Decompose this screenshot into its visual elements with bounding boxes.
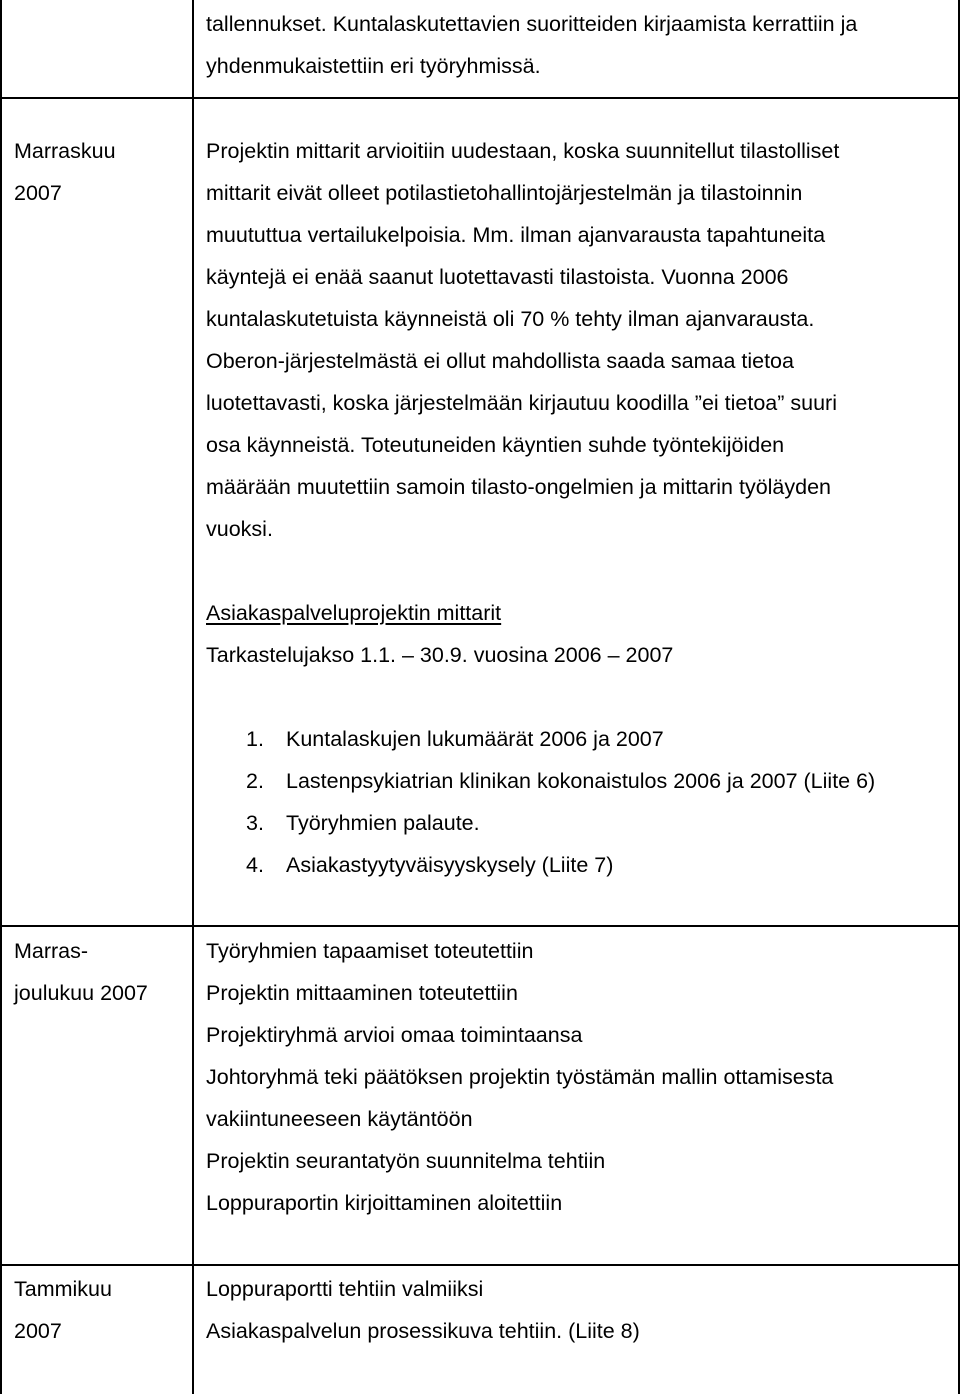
date-line: Tammikuu [14,1277,112,1301]
list-number: 4. [246,853,264,877]
list-item [246,718,951,760]
text-line: mittarit eivät olleet potilastietohallintojärjestelmän ja tilastoinnin [206,181,803,205]
text-line: yhdenmukaistettiin eri työryhmissä. [206,54,541,78]
text-line: Loppuraportti tehtiin valmiiksi [206,1277,484,1301]
text-line: kuntalaskutetuista käynneistä oli 70 % tehty ilman ajanvarausta. [206,307,815,331]
text-line: osa käynneistä. Toteutuneiden käyntien suhde työntekijöiden [206,433,785,457]
list-text: Kuntalaskujen lukumäärät 2006 ja 2007 [286,727,664,751]
text-line: Projektiryhmä arvioi omaa toimintaansa [206,1023,583,1047]
table-row-divider [0,925,960,927]
text-line: Oberon-järjestelmästä ei ollut mahdollista saada samaa tietoa [206,349,794,373]
list-number: 2. [246,769,264,793]
table-column-divider [192,0,194,1394]
text-line: vuoksi. [206,517,273,541]
date-line: joulukuu 2007 [14,981,148,1005]
list-item [246,760,951,802]
text-line: tallennukset. Kuntalaskutettavien suoritteiden kirjaamista kerrattiin ja [206,12,858,36]
list-text: Työryhmien palaute. [286,811,480,835]
list-item [246,844,951,886]
text-line: muututtua vertailukelpoisia. Mm. ilman ajanvarausta tapahtuneita [206,223,826,247]
list-text: Lastenpsykiatrian klinikan kokonaistulos 2006 ja 2007 (Liite 6) [286,769,876,793]
text-line: Asiakaspalvelun prosessikuva tehtiin. (Liite 8) [206,1319,640,1343]
text-line: Työryhmien tapaamiset toteutettiin [206,939,534,963]
section-heading [206,592,951,634]
list-item [246,802,951,844]
metrics-list [246,718,951,886]
description-cell [206,1268,951,1352]
text-line: vakiintuneeseen käytäntöön [206,1107,473,1131]
date-line: Marraskuu [14,139,116,163]
text-line: luotettavasti, koska järjestelmään kirjautuu koodilla ”ei tietoa” suuri [206,391,837,415]
section-period: Tarkastelujakso 1.1. – 30.9. vuosina 2006 – 2007 [206,643,674,667]
text-line: käyntejä ei enää saanut luotettavasti tilastoista. Vuonna 2006 [206,265,789,289]
date-cell [14,930,184,1014]
table-border-left [0,0,2,1394]
list-text: Asiakastyytyväisyyskysely (Liite 7) [286,853,614,877]
date-line: Marras- [14,939,89,963]
text-line: Projektin seurantatyön suunnitelma tehtiin [206,1149,606,1173]
table-row-divider [0,1264,960,1266]
date-line: 2007 [14,181,62,205]
description-cell [206,3,951,87]
date-cell [14,1268,184,1352]
description-cell [206,930,951,1224]
text-line: Johtoryhmä teki päätöksen projektin työstämän mallin ottamisesta [206,1065,834,1089]
text-line: Projektin mittaaminen toteutettiin [206,981,518,1005]
text-line: Loppuraportin kirjoittaminen aloitettiin [206,1191,563,1215]
text-line: määrään muutettiin samoin tilasto-ongelmien ja mittarin työläyden [206,475,832,499]
list-number: 3. [246,811,264,835]
table-row-divider [0,97,960,99]
section-heading-text: Asiakaspalveluprojektin mittarit [206,601,502,625]
list-number: 1. [246,727,264,751]
text-line: Projektin mittarit arvioitiin uudestaan, koska suunnitellut tilastolliset [206,139,840,163]
date-cell [14,130,184,214]
date-line: 2007 [14,1319,62,1343]
description-cell [206,130,951,886]
